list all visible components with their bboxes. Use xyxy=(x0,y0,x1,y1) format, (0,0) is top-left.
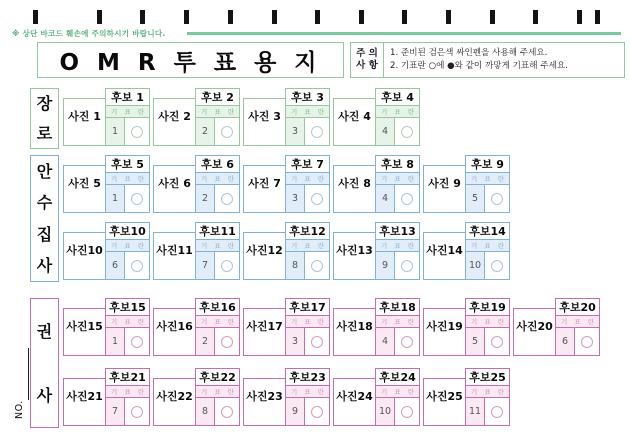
candidate-label: 후보12 xyxy=(289,225,326,238)
mark-circle xyxy=(401,406,413,418)
candidate-unit xyxy=(153,88,240,146)
mark-row xyxy=(106,118,149,145)
mark-row xyxy=(376,328,419,355)
mark-circle xyxy=(221,336,233,348)
mark-circle-cell[interactable] xyxy=(395,185,419,212)
mark-circle-cell[interactable] xyxy=(305,398,329,425)
mark-row xyxy=(556,328,599,355)
mark-circle-cell[interactable] xyxy=(215,118,239,145)
candidate-number: 10 xyxy=(466,252,485,279)
barcode-mark xyxy=(315,10,320,24)
mark-area-label: 기 표 란 xyxy=(376,315,419,328)
barcode-mark xyxy=(140,10,145,24)
mark-area-label: 기 표 란 xyxy=(376,105,419,118)
photo-box xyxy=(333,378,376,426)
mark-circle-cell[interactable] xyxy=(215,328,239,355)
mark-area-label: 기 표 란 xyxy=(106,172,149,185)
mark-area-label: 기 표 란 xyxy=(466,239,509,252)
mark-box xyxy=(105,298,150,356)
candidate-number: 1 xyxy=(106,185,125,212)
candidate-unit xyxy=(153,298,240,356)
mark-circle-cell[interactable] xyxy=(215,252,239,279)
office-label-char: 수 xyxy=(36,193,53,213)
candidate-label: 후보 9 xyxy=(471,158,504,171)
photo-box xyxy=(243,232,286,280)
mark-row xyxy=(106,185,149,212)
candidate-label: 후보17 xyxy=(289,301,326,314)
mark-circle-cell[interactable] xyxy=(485,328,509,355)
candidate-label: 후보16 xyxy=(199,301,236,314)
candidate-unit xyxy=(423,368,510,426)
photo-label: 사진 4 xyxy=(338,110,371,123)
photo-label: 사진19 xyxy=(426,320,463,333)
photo-label: 사진 1 xyxy=(68,110,101,123)
photo-label: 사진24 xyxy=(336,390,373,403)
mark-box xyxy=(195,222,240,280)
candidate-number: 5 xyxy=(466,328,485,355)
candidate-number: 11 xyxy=(466,398,485,425)
notice-box xyxy=(350,42,625,78)
notice-body xyxy=(384,43,624,77)
mark-circle xyxy=(311,126,323,138)
candidate-label: 후보 5 xyxy=(111,158,144,171)
mark-box xyxy=(105,222,150,280)
office-label-3 xyxy=(30,298,59,428)
mark-circle xyxy=(401,260,413,272)
candidate-number: 1 xyxy=(106,118,125,145)
candidate-label: 후보20 xyxy=(559,301,596,314)
mark-area-label: 기 표 란 xyxy=(376,239,419,252)
photo-box xyxy=(153,98,196,146)
candidate-number: 3 xyxy=(286,328,305,355)
office-label-char: 사 xyxy=(36,255,53,275)
candidate-unit xyxy=(333,298,420,356)
mark-row xyxy=(376,398,419,425)
office-label-char: 장 xyxy=(36,94,53,114)
mark-row xyxy=(466,328,509,355)
mark-area-label: 기 표 란 xyxy=(106,385,149,398)
candidate-number: 5 xyxy=(466,185,485,212)
mark-circle-cell[interactable] xyxy=(575,328,599,355)
candidate-label: 후보 8 xyxy=(381,158,414,171)
candidate-number: 2 xyxy=(196,328,215,355)
candidate-number: 9 xyxy=(376,252,395,279)
candidate-number: 4 xyxy=(376,185,395,212)
mark-area-label: 기 표 란 xyxy=(556,315,599,328)
photo-box xyxy=(153,308,196,356)
mark-box xyxy=(375,222,420,280)
mark-area-label: 기 표 란 xyxy=(466,315,509,328)
barcode-mark xyxy=(533,10,538,24)
photo-box xyxy=(423,232,466,280)
photo-label: 사진21 xyxy=(66,390,103,403)
mark-circle-cell[interactable] xyxy=(125,252,149,279)
photo-box xyxy=(243,378,286,426)
candidate-number: 3 xyxy=(286,118,305,145)
mark-area-label: 기 표 란 xyxy=(196,385,239,398)
mark-circle xyxy=(131,406,143,418)
mark-row xyxy=(196,328,239,355)
mark-area-label: 기 표 란 xyxy=(106,239,149,252)
photo-box xyxy=(423,165,466,213)
barcode-mark xyxy=(595,10,600,24)
photo-box xyxy=(423,308,466,356)
office-label-char: 권 xyxy=(36,321,53,341)
mark-circle-cell[interactable] xyxy=(305,252,329,279)
mark-circle xyxy=(311,193,323,205)
barcode-mark xyxy=(402,10,407,24)
photo-label: 사진25 xyxy=(426,390,463,403)
candidate-unit xyxy=(423,155,510,213)
photo-label: 사진 5 xyxy=(68,177,101,190)
office-label-char: 안 xyxy=(36,162,53,182)
barcode-mark xyxy=(184,10,189,24)
photo-label: 사진17 xyxy=(246,320,283,333)
mark-circle xyxy=(131,126,143,138)
mark-row xyxy=(196,398,239,425)
mark-row xyxy=(286,328,329,355)
photo-label: 사진10 xyxy=(66,244,103,257)
mark-box xyxy=(285,368,330,426)
candidate-number: 7 xyxy=(196,252,215,279)
mark-circle xyxy=(311,260,323,272)
candidate-label: 후보10 xyxy=(109,225,146,238)
mark-circle-cell[interactable] xyxy=(305,118,329,145)
photo-box xyxy=(153,165,196,213)
mark-box xyxy=(285,155,330,213)
photo-box xyxy=(333,165,376,213)
mark-box xyxy=(195,88,240,146)
mark-row xyxy=(196,185,239,212)
mark-row xyxy=(286,185,329,212)
candidate-label: 후보23 xyxy=(289,371,326,384)
mark-circle xyxy=(221,193,233,205)
photo-box xyxy=(333,98,376,146)
candidate-label: 후보24 xyxy=(379,371,416,384)
mark-row xyxy=(466,185,509,212)
photo-box xyxy=(153,378,196,426)
mark-box xyxy=(105,88,150,146)
barcode-mark xyxy=(97,10,102,24)
mark-row xyxy=(286,398,329,425)
photo-label: 사진18 xyxy=(336,320,373,333)
mark-circle-cell[interactable] xyxy=(485,185,509,212)
candidate-label: 후보 2 xyxy=(201,91,234,104)
mark-circle xyxy=(491,406,503,418)
candidate-unit xyxy=(243,88,330,146)
mark-row xyxy=(286,118,329,145)
photo-box xyxy=(63,165,106,213)
candidate-unit xyxy=(153,222,240,280)
mark-box xyxy=(465,298,510,356)
mark-area-label: 기 표 란 xyxy=(466,172,509,185)
mark-area-label: 기 표 란 xyxy=(196,105,239,118)
photo-label: 사진 3 xyxy=(248,110,281,123)
mark-row xyxy=(376,252,419,279)
mark-area-label: 기 표 란 xyxy=(286,105,329,118)
photo-box xyxy=(63,378,106,426)
mark-circle xyxy=(131,336,143,348)
candidate-number: 1 xyxy=(106,328,125,355)
office-label-2 xyxy=(30,155,59,282)
candidate-unit xyxy=(333,155,420,213)
mark-box xyxy=(105,155,150,213)
title-box xyxy=(37,42,344,78)
mark-circle-cell[interactable] xyxy=(215,185,239,212)
photo-box xyxy=(333,232,376,280)
mark-area-label: 기 표 란 xyxy=(376,385,419,398)
candidate-unit xyxy=(243,222,330,280)
mark-circle xyxy=(221,406,233,418)
mark-area-label: 기 표 란 xyxy=(376,172,419,185)
candidate-number: 8 xyxy=(286,252,305,279)
mark-box xyxy=(465,368,510,426)
notice-label xyxy=(351,43,384,77)
mark-row xyxy=(106,398,149,425)
candidate-unit xyxy=(243,155,330,213)
mark-circle-cell[interactable] xyxy=(395,252,419,279)
candidate-label: 후보13 xyxy=(379,225,416,238)
candidate-unit xyxy=(63,155,150,213)
warning-divider-line xyxy=(187,32,621,35)
mark-area-label: 기 표 란 xyxy=(106,315,149,328)
candidate-number: 3 xyxy=(286,185,305,212)
mark-box xyxy=(285,222,330,280)
candidate-unit xyxy=(423,222,510,280)
mark-box xyxy=(105,368,150,426)
candidate-unit xyxy=(63,368,150,426)
barcode-mark xyxy=(359,10,364,24)
no-underline xyxy=(28,348,29,400)
candidate-label: 후보14 xyxy=(469,225,506,238)
photo-label: 사진15 xyxy=(66,320,103,333)
mark-row xyxy=(106,252,149,279)
photo-label: 사진22 xyxy=(156,390,193,403)
photo-box xyxy=(243,98,286,146)
candidate-label: 후보 6 xyxy=(201,158,234,171)
mark-circle xyxy=(581,336,593,348)
photo-label: 사진23 xyxy=(246,390,283,403)
candidate-number: 4 xyxy=(376,328,395,355)
mark-circle xyxy=(491,336,503,348)
mark-row xyxy=(286,252,329,279)
page-title: O M R 투 표 용 지 xyxy=(59,49,322,76)
mark-box xyxy=(375,155,420,213)
photo-box xyxy=(243,308,286,356)
mark-circle-cell[interactable] xyxy=(395,328,419,355)
candidate-number: 4 xyxy=(376,118,395,145)
photo-label: 사진20 xyxy=(516,320,553,333)
photo-box xyxy=(333,308,376,356)
candidate-label: 후보21 xyxy=(109,371,146,384)
candidate-label: 후보18 xyxy=(379,301,416,314)
candidate-unit xyxy=(333,88,420,146)
candidate-number: 7 xyxy=(106,398,125,425)
mark-circle-cell[interactable] xyxy=(125,118,149,145)
mark-circle xyxy=(221,260,233,272)
candidate-unit xyxy=(243,368,330,426)
candidate-number: 9 xyxy=(286,398,305,425)
mark-area-label: 기 표 란 xyxy=(196,239,239,252)
mark-area-label: 기 표 란 xyxy=(196,315,239,328)
mark-circle-cell[interactable] xyxy=(305,328,329,355)
barcode-mark xyxy=(228,10,233,24)
mark-row xyxy=(466,252,509,279)
mark-circle-cell[interactable] xyxy=(395,398,419,425)
mark-row xyxy=(106,328,149,355)
photo-label: 사진 9 xyxy=(428,177,461,190)
photo-box xyxy=(243,165,286,213)
candidate-label: 후보 3 xyxy=(291,91,324,104)
mark-box xyxy=(375,298,420,356)
photo-box xyxy=(63,232,106,280)
photo-label: 사진 8 xyxy=(338,177,371,190)
mark-row xyxy=(196,252,239,279)
barcode-mark xyxy=(446,10,451,24)
candidate-label: 후보22 xyxy=(199,371,236,384)
candidate-label: 후보25 xyxy=(469,371,506,384)
candidate-unit xyxy=(333,368,420,426)
photo-box xyxy=(153,232,196,280)
mark-circle-cell[interactable] xyxy=(395,118,419,145)
office-label-1 xyxy=(30,88,59,149)
mark-box xyxy=(285,298,330,356)
candidate-unit xyxy=(153,368,240,426)
office-label-char: 집 xyxy=(36,224,53,244)
candidate-number: 8 xyxy=(196,398,215,425)
mark-circle xyxy=(401,193,413,205)
candidate-label: 후보19 xyxy=(469,301,506,314)
candidate-label: 후보15 xyxy=(109,301,146,314)
office-label-char: 사 xyxy=(36,385,53,405)
candidate-label: 후보11 xyxy=(199,225,236,238)
mark-row xyxy=(466,398,509,425)
barcode-mark xyxy=(272,10,277,24)
mark-box xyxy=(285,88,330,146)
mark-area-label: 기 표 란 xyxy=(106,105,149,118)
mark-circle-cell[interactable] xyxy=(125,398,149,425)
notice-line-1: 1. 준비된 검은색 싸인펜을 사용해 주세요. xyxy=(390,48,548,58)
photo-label: 사진 2 xyxy=(158,110,191,123)
office-label-char: 로 xyxy=(36,123,53,143)
mark-box xyxy=(195,155,240,213)
notice-label-line1: 주 의 xyxy=(356,48,378,59)
barcode-mark xyxy=(577,10,582,24)
mark-row xyxy=(196,118,239,145)
no-label: NO. xyxy=(14,400,25,419)
mark-circle xyxy=(491,193,503,205)
candidate-label: 후보 4 xyxy=(381,91,414,104)
mark-circle xyxy=(401,126,413,138)
barcode-mark xyxy=(33,10,38,24)
candidate-number: 2 xyxy=(196,118,215,145)
candidate-unit xyxy=(63,298,150,356)
candidate-number: 6 xyxy=(556,328,575,355)
mark-circle xyxy=(311,336,323,348)
mark-box xyxy=(195,368,240,426)
photo-label: 사진14 xyxy=(426,244,463,257)
candidate-number: 6 xyxy=(106,252,125,279)
candidate-label: 후보 1 xyxy=(111,91,144,104)
photo-label: 사진11 xyxy=(156,244,193,257)
candidate-unit xyxy=(333,222,420,280)
mark-circle xyxy=(401,336,413,348)
mark-area-label: 기 표 란 xyxy=(196,172,239,185)
photo-box xyxy=(423,378,466,426)
mark-box xyxy=(555,298,600,356)
mark-circle xyxy=(221,126,233,138)
mark-circle xyxy=(491,260,503,272)
mark-circle xyxy=(131,260,143,272)
mark-area-label: 기 표 란 xyxy=(466,385,509,398)
candidate-unit xyxy=(423,298,510,356)
photo-box xyxy=(63,98,106,146)
notice-line-2: 2. 기표란 ○에 ●와 같이 까맣게 기표해 주세요. xyxy=(390,61,568,71)
candidate-label: 후보 7 xyxy=(291,158,324,171)
mark-row xyxy=(376,185,419,212)
mark-box xyxy=(465,222,510,280)
mark-box xyxy=(375,368,420,426)
candidate-unit xyxy=(63,88,150,146)
photo-label: 사진 7 xyxy=(248,177,281,190)
mark-box xyxy=(465,155,510,213)
mark-area-label: 기 표 란 xyxy=(286,239,329,252)
mark-circle-cell[interactable] xyxy=(485,398,509,425)
mark-area-label: 기 표 란 xyxy=(286,385,329,398)
photo-label: 사진16 xyxy=(156,320,193,333)
candidate-unit xyxy=(63,222,150,280)
photo-label: 사진 6 xyxy=(158,177,191,190)
mark-row xyxy=(376,118,419,145)
notice-label-line2: 사 항 xyxy=(356,60,378,71)
mark-circle-cell[interactable] xyxy=(215,398,239,425)
mark-circle-cell[interactable] xyxy=(485,252,509,279)
candidate-number: 2 xyxy=(196,185,215,212)
barcode-mark xyxy=(490,10,495,24)
mark-circle-cell[interactable] xyxy=(125,185,149,212)
photo-label: 사진13 xyxy=(336,244,373,257)
photo-label: 사진12 xyxy=(246,244,283,257)
mark-area-label: 기 표 란 xyxy=(286,172,329,185)
mark-circle-cell[interactable] xyxy=(305,185,329,212)
mark-area-label: 기 표 란 xyxy=(286,315,329,328)
candidate-unit xyxy=(153,155,240,213)
mark-circle xyxy=(131,193,143,205)
barcode-warning-text: ※ 상단 바코드 훼손에 주의하시기 바랍니다. xyxy=(12,29,166,38)
mark-box xyxy=(195,298,240,356)
photo-box xyxy=(513,308,556,356)
candidate-unit xyxy=(243,298,330,356)
candidate-number: 10 xyxy=(376,398,395,425)
candidate-unit xyxy=(513,298,600,356)
photo-box xyxy=(63,308,106,356)
mark-circle-cell[interactable] xyxy=(125,328,149,355)
mark-box xyxy=(375,88,420,146)
mark-circle xyxy=(311,406,323,418)
